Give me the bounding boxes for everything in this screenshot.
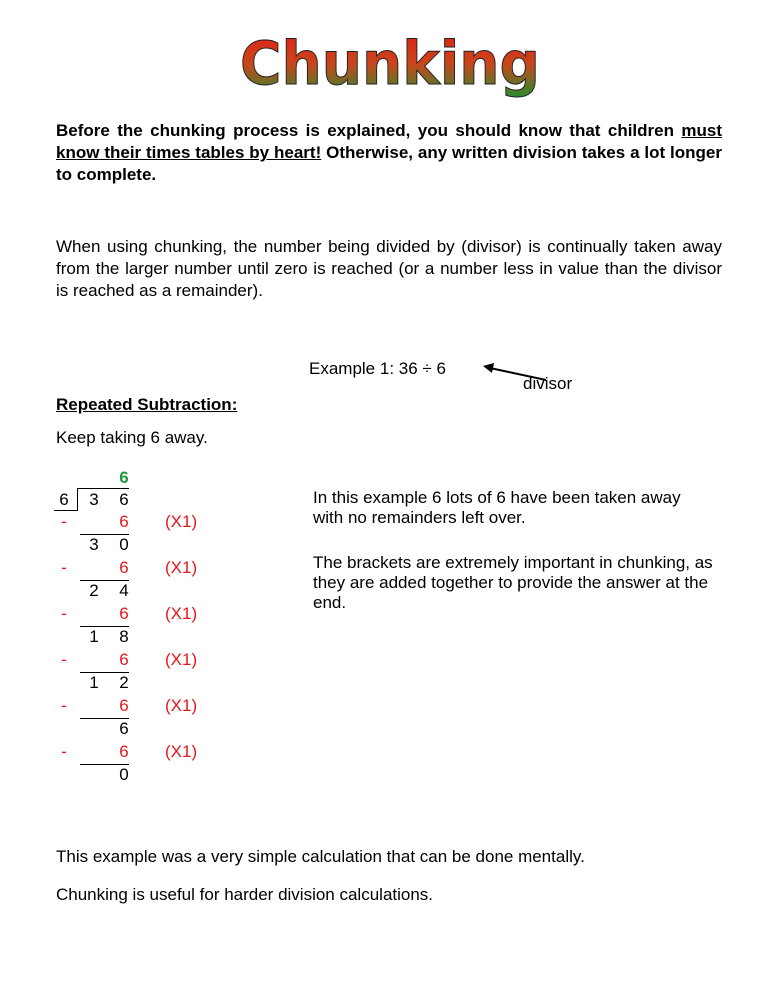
subtracted-value: 6: [119, 558, 129, 577]
subtracted-value: 6: [119, 742, 129, 761]
intro-paragraph: [56, 120, 722, 186]
dividend-tens: 3: [89, 490, 99, 509]
intro-part2: Otherwise, any written division takes a lot longer to complete.: [56, 143, 722, 184]
subtraction-line: [80, 580, 129, 581]
divisor-digit: 6: [59, 490, 69, 509]
quotient: 6: [119, 468, 129, 487]
subtracted-value: 6: [119, 696, 129, 715]
minus-sign: -: [61, 604, 67, 623]
subtraction-line: [80, 672, 129, 673]
subtracted-value: 6: [119, 512, 129, 531]
divisor-label: divisor: [523, 374, 573, 393]
result-units: 8: [119, 627, 129, 646]
explanation-p1: In this example 6 lots of 6 have been taken away with no remainders left over.: [313, 488, 681, 527]
footer-line-1: This example was a very simple calculation that can be done mentally.: [56, 847, 585, 866]
result-tens: 2: [89, 581, 99, 600]
bracket-top-line: [77, 488, 129, 489]
instruction-text: Keep taking 6 away.: [56, 428, 208, 447]
multiplier-bracket: (X1): [165, 742, 198, 761]
subtraction-line: [80, 764, 129, 765]
result-units: 0: [119, 535, 129, 554]
intro-underlined: must know their times tables by heart!: [56, 121, 722, 162]
chunking-paragraph: When using chunking, the number being divided by (divisor) is continually taken away from the larger number until zero is reached (or a number less in value than the divisor is reached as a remainder).: [56, 237, 722, 300]
multiplier-bracket: (X1): [165, 558, 198, 577]
subtraction-line: [80, 718, 129, 719]
minus-sign: -: [61, 742, 67, 761]
repeated-subtraction-heading: Repeated Subtraction:: [56, 395, 238, 414]
minus-sign: -: [61, 558, 67, 577]
result-units: 2: [119, 673, 129, 692]
minus-sign: -: [61, 650, 67, 669]
subtraction-line: [80, 534, 129, 535]
subtracted-value: 6: [119, 650, 129, 669]
multiplier-bracket: (X1): [165, 696, 198, 715]
result-tens: 1: [89, 673, 99, 692]
result-tens: 1: [89, 627, 99, 646]
page-title: [230, 28, 550, 98]
result-units: 6: [119, 719, 129, 738]
dividend-units: 6: [119, 490, 129, 509]
minus-sign: -: [61, 512, 67, 531]
multiplier-bracket: (X1): [165, 650, 198, 669]
title-text: Chunking: [240, 29, 540, 98]
footer-line-2: Chunking is useful for harder division calculations.: [56, 885, 434, 904]
result-tens: 3: [89, 535, 99, 554]
result-units: 4: [119, 581, 129, 600]
example-label: Example 1: 36 ÷ 6: [309, 359, 446, 378]
minus-sign: -: [61, 696, 67, 715]
bracket-bottom-line: [54, 510, 78, 511]
result-units: 0: [119, 765, 129, 784]
multiplier-bracket: (X1): [165, 512, 198, 531]
multiplier-bracket: (X1): [165, 604, 198, 623]
bracket-vertical-line: [77, 488, 78, 510]
explanation-p2: The brackets are extremely important in chunking, as they are added together to provide the answer at the end.: [313, 553, 713, 612]
subtracted-value: 6: [119, 604, 129, 623]
intro-part1: Before the chunking process is explained, you should know that children: [56, 121, 682, 140]
subtraction-line: [80, 626, 129, 627]
